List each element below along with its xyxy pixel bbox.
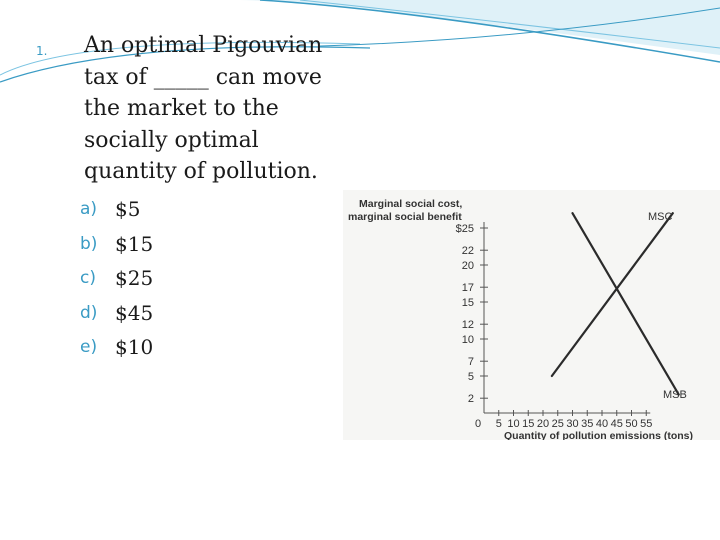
option-letter: e): [80, 337, 98, 358]
option-letter: c): [80, 268, 96, 289]
msc-curve-label: MSC: [648, 211, 673, 223]
option-e[interactable]: [80, 330, 153, 365]
x-tick-label: 25: [551, 418, 564, 430]
pollution-chart: [343, 190, 720, 440]
msb-curve-label: MSB: [663, 389, 687, 401]
x-tick-label: 50: [625, 418, 638, 430]
x-tick-label: 30: [566, 418, 579, 430]
option-text: $25: [115, 266, 154, 291]
x-tick-label: 20: [536, 418, 550, 430]
y-tick-label: 22: [461, 245, 474, 258]
option-letter: b): [80, 233, 98, 254]
y-tick-label: 17: [461, 282, 474, 295]
option-text: $45: [115, 300, 154, 325]
question-number: 1.: [36, 44, 48, 58]
option-d[interactable]: [80, 296, 153, 331]
y-tick-label: 15: [461, 297, 474, 309]
y-tick-label: 10: [461, 334, 474, 346]
option-c[interactable]: [80, 261, 153, 296]
y-tick-label: 12: [461, 319, 474, 332]
y-tick-label: $25: [455, 223, 474, 235]
option-letter: d): [80, 302, 98, 323]
answer-options: [80, 192, 153, 365]
y-axis-label-line-2: marginal social benefit: [348, 211, 462, 223]
y-tick-label: 2: [467, 393, 474, 406]
x-tick-label: 15: [522, 418, 535, 430]
y-tick-label: 20: [461, 260, 474, 272]
x-tick-label: 45: [610, 418, 623, 430]
msb-curve: [573, 213, 679, 394]
option-letter: a): [80, 199, 98, 220]
option-text: $5: [115, 197, 141, 222]
option-b[interactable]: [80, 227, 153, 262]
x-tick-label: 55: [640, 418, 653, 430]
option-text: $15: [115, 231, 154, 256]
chart-image: [343, 190, 720, 440]
x-tick-label: 10: [507, 418, 520, 430]
x-axis-label: Quantity of pollution emissions (tons): [504, 430, 693, 440]
x-tick-label: 40: [595, 418, 609, 430]
y-axis-label-line-1: Marginal social cost,: [359, 198, 463, 210]
x-tick-label: 35: [581, 418, 594, 430]
y-tick-label: 5: [467, 371, 474, 383]
option-text: $10: [115, 335, 154, 360]
x-tick-label: 0: [474, 418, 482, 430]
question-text: An optimal Pigouvian tax of _____ can move the market to the socially optimal quantity of pollution.: [84, 33, 323, 184]
option-a[interactable]: [80, 192, 153, 227]
y-tick-label: 7: [467, 356, 474, 369]
x-tick-label: 5: [495, 418, 502, 430]
